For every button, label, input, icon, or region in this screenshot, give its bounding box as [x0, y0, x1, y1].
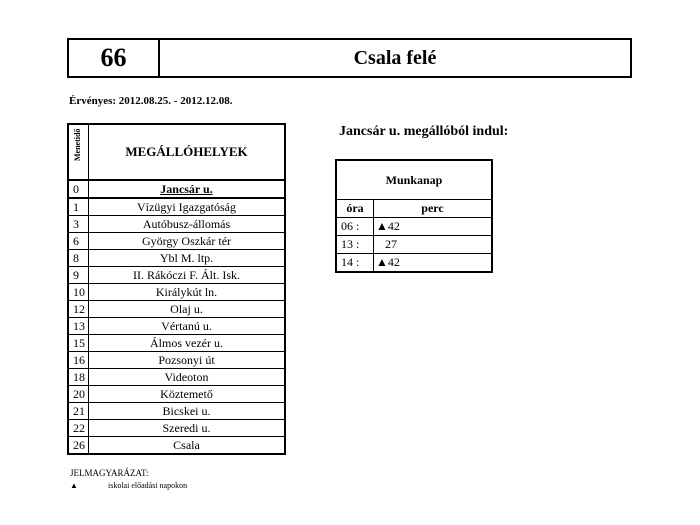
stop-row [68, 420, 285, 437]
schedule-row [336, 236, 492, 254]
stop-name: Olaj u. [89, 301, 286, 318]
stop-name: Vízügyi Igazgatóság [89, 198, 286, 216]
travel-time: 3 [68, 216, 89, 233]
minute-header: perc [374, 200, 493, 218]
departure-hour: 14 : [336, 254, 374, 273]
validity-period: Érvényes: 2012.08.25. - 2012.12.08. [69, 95, 233, 107]
travel-time-header [68, 124, 89, 180]
stop-name: Vértanú u. [89, 318, 286, 335]
travel-time: 15 [68, 335, 89, 352]
stop-row [68, 250, 285, 267]
legend-title: JELMAGYARÁZAT: [70, 468, 149, 478]
route-direction: Csala felé [353, 46, 437, 69]
stop-row [68, 180, 285, 198]
stops-body [68, 180, 285, 454]
travel-time: 10 [68, 284, 89, 301]
stop-row [68, 198, 285, 216]
stops-header-row [68, 124, 285, 180]
stop-row [68, 437, 285, 455]
legend-text: iskolai előadási napokon [108, 481, 188, 490]
stop-name: Szeredi u. [89, 420, 286, 437]
stop-row [68, 335, 285, 352]
stop-row [68, 301, 285, 318]
stop-row [68, 216, 285, 233]
legend-symbol: ▲ [70, 481, 78, 490]
travel-time: 22 [68, 420, 89, 437]
travel-time: 6 [68, 233, 89, 250]
stop-name [89, 180, 286, 198]
travel-time: 20 [68, 386, 89, 403]
schedule-body [336, 218, 492, 273]
stop-row [68, 284, 285, 301]
departure-minutes: ▲42 [374, 254, 493, 273]
route-header [67, 38, 632, 78]
travel-time: 12 [68, 301, 89, 318]
travel-time: 16 [68, 352, 89, 369]
stop-name: Köztemető [89, 386, 286, 403]
departure-minutes: 27 [374, 236, 493, 254]
day-type-header: Munkanap [336, 160, 492, 200]
travel-time: 1 [68, 198, 89, 216]
travel-time: 18 [68, 369, 89, 386]
travel-time-header-label: Menetidő [73, 128, 82, 161]
stop-name: Bicskei u. [89, 403, 286, 420]
stop-row [68, 369, 285, 386]
legend-item [70, 481, 187, 490]
stop-row [68, 403, 285, 420]
stop-name-text: Jancsár u. [160, 182, 213, 196]
departure-hour: 13 : [336, 236, 374, 254]
stops-table [67, 123, 286, 455]
travel-time: 9 [68, 267, 89, 284]
schedule-table [335, 159, 493, 273]
travel-time: 21 [68, 403, 89, 420]
departure-caption: Jancsár u. megállóból indul: [339, 124, 509, 139]
stop-name: Csala [89, 437, 286, 455]
stop-name: Ybl M. ltp. [89, 250, 286, 267]
stop-name: II. Rákóczi F. Ált. Isk. [89, 267, 286, 284]
stop-name: Királykút ln. [89, 284, 286, 301]
stop-row [68, 386, 285, 403]
stop-row [68, 233, 285, 250]
stop-name: Autóbusz-állomás [89, 216, 286, 233]
route-number: 66 [69, 40, 160, 76]
stop-name: Álmos vezér u. [89, 335, 286, 352]
stop-name: Pozsonyi út [89, 352, 286, 369]
travel-time: 0 [68, 180, 89, 198]
stop-row [68, 318, 285, 335]
departure-minutes: ▲42 [374, 218, 493, 236]
departure-hour: 06 : [336, 218, 374, 236]
travel-time: 8 [68, 250, 89, 267]
stops-name-header: MEGÁLLÓHELYEK [89, 124, 286, 180]
travel-time: 26 [68, 437, 89, 455]
stop-name: Videoton [89, 369, 286, 386]
schedule-row [336, 218, 492, 236]
hour-header: óra [336, 200, 374, 218]
stop-row [68, 267, 285, 284]
travel-time: 13 [68, 318, 89, 335]
stop-name: György Oszkár tér [89, 233, 286, 250]
schedule-row [336, 254, 492, 273]
stop-row [68, 352, 285, 369]
